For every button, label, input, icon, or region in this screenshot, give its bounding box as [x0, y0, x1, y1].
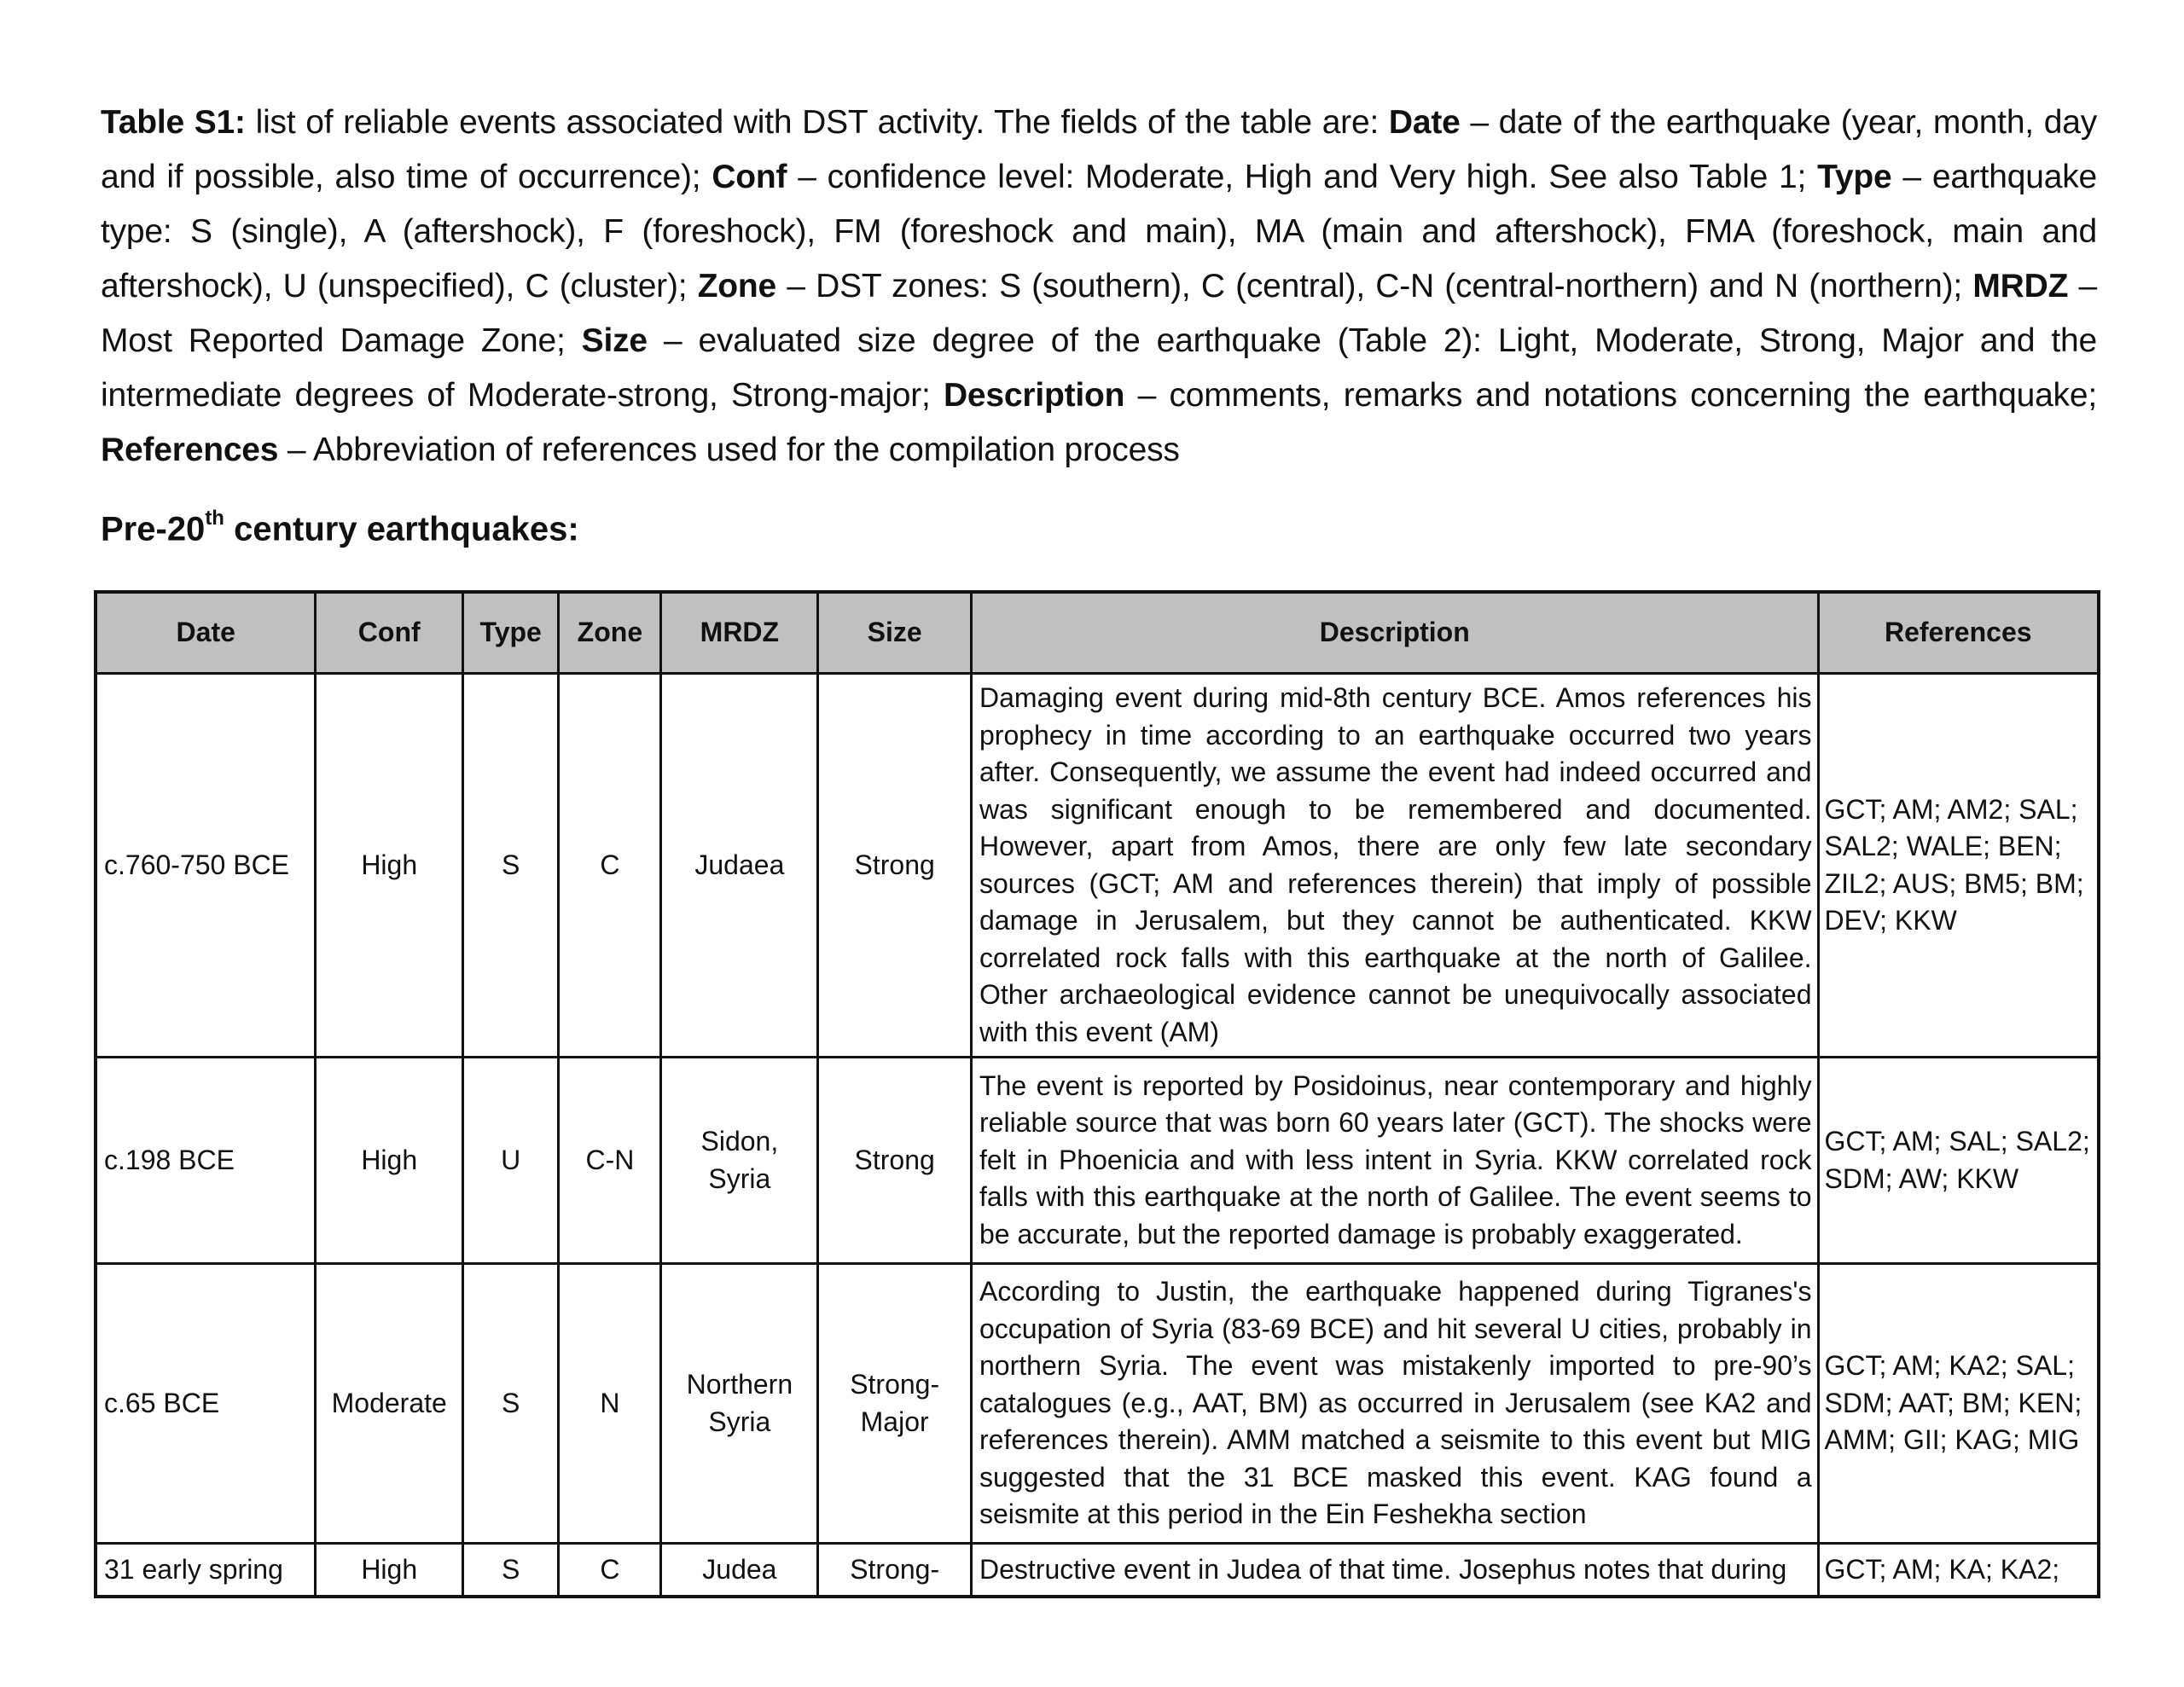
table-row	[96, 1058, 2099, 1264]
header-type: Type	[463, 592, 559, 674]
section-title	[101, 507, 579, 548]
cell-type: S	[463, 1264, 559, 1544]
field-desc-conf: – confidence level: Moderate, High and Very high. See also Table 1;	[787, 159, 1818, 195]
cell-description: Damaging event during mid-8th century BCE. Amos references his prophecy in time according to an earthquake occurred two years after. Consequently, we assume the event had indeed occurred and was significant enough to be remembered and documented. However, apart from Amos, there are only few late secondary sources (GCT; AM and references therein) that imply of possible damage in Jerusalem, but they cannot be authenticated. KKW correlated rock falls with this earthquake at the north of Galilee. Other archaeological evidence cannot be unequivocally associated with this event (AM)	[972, 674, 1819, 1058]
field-desc-description: – comments, remarks and notations concerning the earthquake;	[1124, 377, 2097, 414]
table-row	[96, 1264, 2099, 1544]
header-mrdz: MRDZ	[661, 592, 818, 674]
field-name-zone: Zone	[697, 268, 777, 304]
header-date: Date	[96, 592, 316, 674]
cell-date: c.198 BCE	[96, 1058, 316, 1264]
cell-type: U	[463, 1058, 559, 1264]
cell-type: S	[463, 1544, 559, 1597]
table-row	[96, 1544, 2099, 1597]
field-desc-zone: – DST zones: S (southern), C (central), C-N (central-northern) and N (northern);	[776, 268, 1973, 304]
cell-size: Strong	[818, 674, 972, 1058]
cell-date: 31 early spring	[96, 1544, 316, 1597]
field-name-size: Size	[581, 322, 648, 359]
cell-type: S	[463, 674, 559, 1058]
section-title-suffix: century earthquakes:	[224, 510, 579, 548]
cell-zone: C	[559, 674, 661, 1058]
header-references: References	[1818, 592, 2099, 674]
cell-mrdz: Judaea	[661, 674, 818, 1058]
cell-references: GCT; AM; KA; KA2;	[1818, 1544, 2099, 1597]
field-desc-type: – earthquake type: S (single), A (aftershock), F (foreshock), FM (foreshock and main), MA (main and aftershock), FMA (foreshock, main and aftershock), U (unspecified), C (cluster);	[101, 159, 2097, 304]
cell-mrdz: Sidon, Syria	[661, 1058, 818, 1264]
cell-description: According to Justin, the earthquake happened during Tigranes's occupation of Syria (83-69 BCE) and hit several U cities, probably in northern Syria. The event was mistakenly imported to pre-90’s catalogues (e.g., AAT, BM) as occurred in Jerusalem (see KA2 and references therein). AMM matched a seismite to this event but MIG suggested that the 31 BCE masked this event. KAG found a seismite at this period in the Ein Feshekha section	[972, 1264, 1819, 1544]
section-title-prefix: Pre-20	[101, 510, 206, 548]
header-conf: Conf	[316, 592, 463, 674]
cell-size: Strong-Major	[818, 1264, 972, 1544]
cell-size: Strong	[818, 1058, 972, 1264]
cell-zone: C	[559, 1544, 661, 1597]
field-name-date: Date	[1388, 104, 1461, 141]
header-description: Description	[972, 592, 1819, 674]
field-desc-date: – date of the earthquake (year, month, day and if possible, also time of occurrence);	[101, 104, 2098, 195]
field-desc-mrdz: – Most Reported Damage Zone;	[101, 268, 2097, 359]
field-name-mrdz: MRDZ	[1972, 268, 2069, 304]
cell-zone: C-N	[559, 1058, 661, 1264]
cell-conf: Moderate	[316, 1264, 463, 1544]
cell-references: GCT; AM; AM2; SAL; SAL2; WALE; BEN; ZIL2; AUS; BM5; BM; DEV; KKW	[1818, 674, 2099, 1058]
cell-zone: N	[559, 1264, 661, 1544]
cell-date: c.760-750 BCE	[96, 674, 316, 1058]
field-name-description: Description	[943, 377, 1125, 414]
cell-conf: High	[316, 674, 463, 1058]
field-name-references: References	[101, 432, 279, 468]
caption-label: Table S1:	[101, 104, 246, 141]
cell-references: GCT; AM; KA2; SAL; SDM; AAT; BM; KEN; AMM; GII; KAG; MIG	[1818, 1264, 2099, 1544]
field-name-type: Type	[1817, 159, 1892, 195]
header-zone: Zone	[559, 592, 661, 674]
field-desc-references: – Abbreviation of references used for the compilation process	[278, 432, 1180, 468]
table-header-row	[96, 592, 2099, 674]
field-desc-size: – evaluated size degree of the earthquake (Table 2): Light, Moderate, Strong, Major and the intermediate degrees of Moderate-strong, Strong-major;	[101, 322, 2097, 414]
header-size: Size	[818, 592, 972, 674]
caption-intro: list of reliable events associated with DST activity. The fields of the table are:	[245, 104, 1389, 141]
cell-size: Strong-	[818, 1544, 972, 1597]
section-title-sup: th	[205, 507, 224, 530]
cell-references: GCT; AM; SAL; SAL2; SDM; AW; KKW	[1818, 1058, 2099, 1264]
field-name-conf: Conf	[712, 159, 787, 195]
cell-conf: High	[316, 1058, 463, 1264]
cell-description: Destructive event in Judea of that time. Josephus notes that during	[972, 1544, 1819, 1597]
cell-date: c.65 BCE	[96, 1264, 316, 1544]
table-row	[96, 674, 2099, 1058]
cell-mrdz: Northern Syria	[661, 1264, 818, 1544]
cell-description: The event is reported by Posidoinus, near contemporary and highly reliable source that was born 60 years later (GCT). The shocks were felt in Phoenicia and with less intent in Syria. KKW correlated rock falls with this earthquake at the north of Galilee. The event seems to be accurate, but the reported damage is probably exaggerated.	[972, 1058, 1819, 1264]
cell-conf: High	[316, 1544, 463, 1597]
cell-mrdz: Judea	[661, 1544, 818, 1597]
table-caption	[101, 96, 2097, 478]
earthquake-table	[94, 590, 2100, 1598]
